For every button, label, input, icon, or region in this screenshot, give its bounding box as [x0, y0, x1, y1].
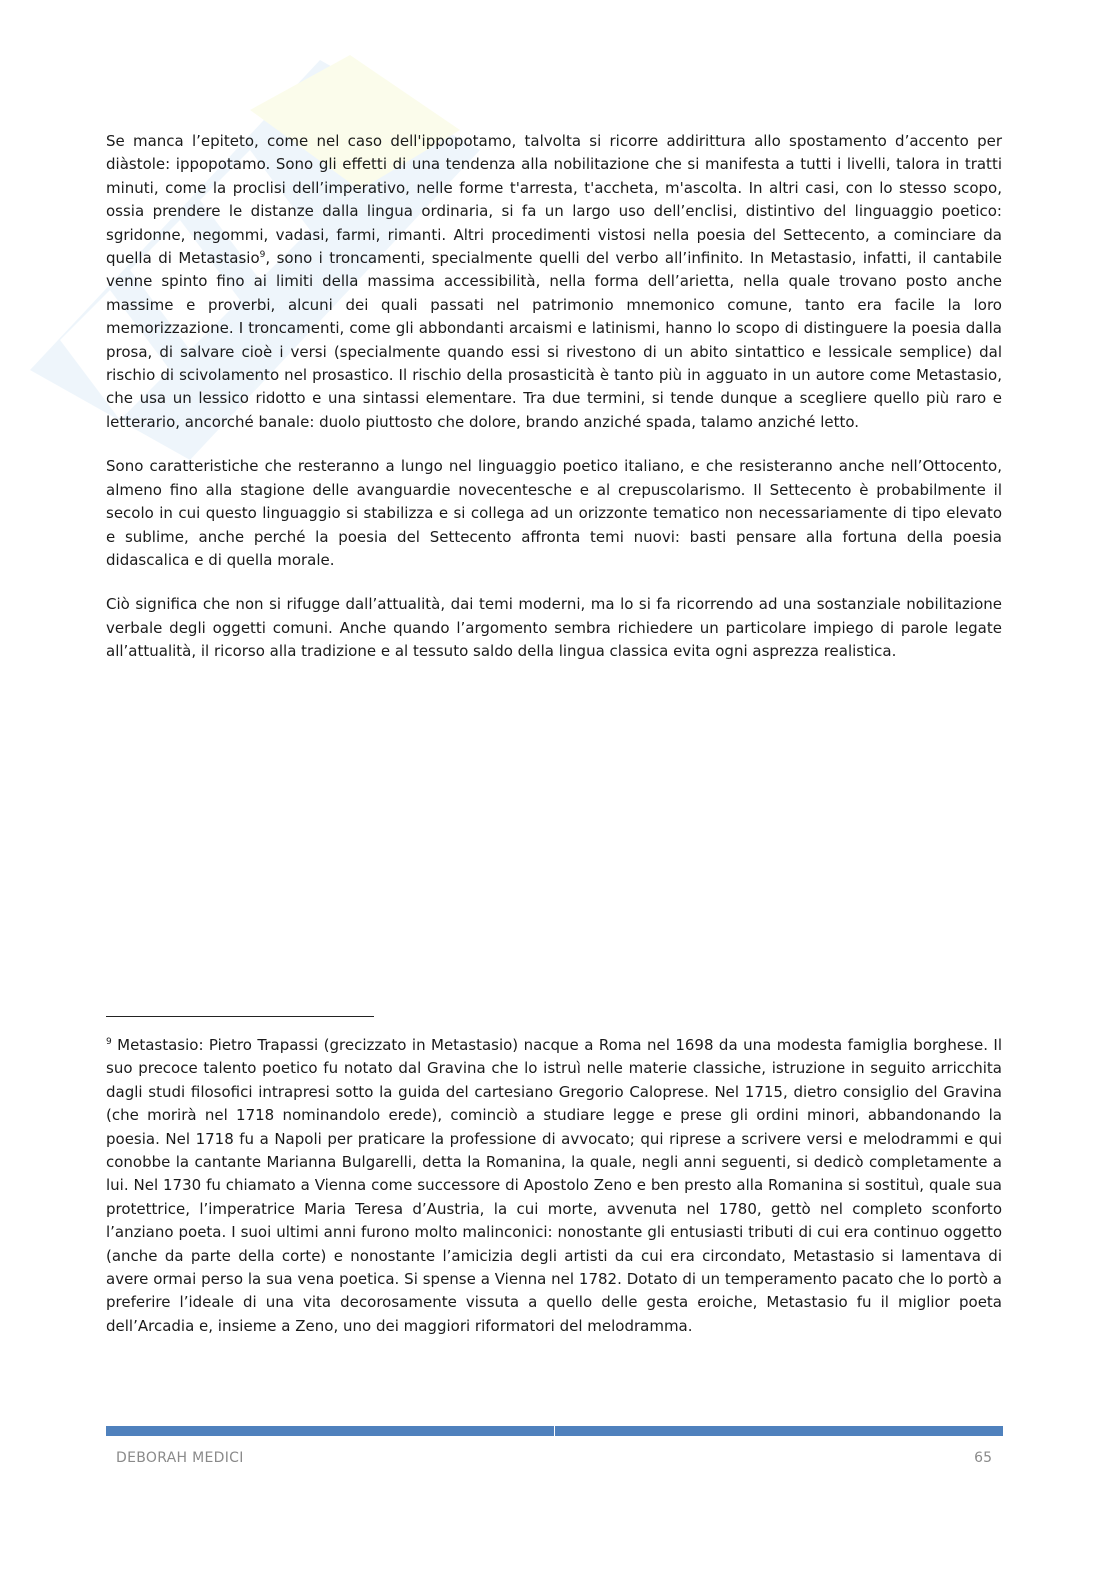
document-body [106, 130, 1002, 685]
paragraph-1 [106, 130, 1002, 434]
paragraph-1-text-b: , sono i troncamenti, specialmente quelli del verbo all’infinito. In Metastasio, infatti, il cantabile venne spinto fino ai limiti della massima accessibilità, nella forma dell’arietta, nella quale trovano posto anche massime e proverbi, alcuni dei quali passati nel patrimonio mnemonico comune, tanto era facile la loro memorizzazione. I troncamenti, come gli abbondanti arcaismi e latinismi, hanno lo scopo di distinguere la poesia dalla prosa, di salvare cioè i versi (specialmente quando essi si rivestono di un abito sintattico e lessicale semplice) dal rischio di scivolamento nel prosastico. Il rischio della prosasticità è tanto più in agguato in un autore come Metastasio, che usa un lessico ridotto e una sintassi elementare. Tra due termini, si tende dunque a scegliere quello più raro e letterario, ancorché banale: duolo piuttosto che dolore, brando anziché spada, talamo anziché letto. [106, 249, 1002, 431]
footer-bar [106, 1426, 1003, 1436]
page-number: 65 [974, 1450, 992, 1466]
footnote-separator [106, 1016, 374, 1017]
paragraph-1-text-a: Se manca l’epiteto, come nel caso dell'ippopotamo, talvolta si ricorre addirittura allo spostamento d’accento per diàstole: ippopotamo. Sono gli effetti di una tendenza alla nobilitazione che si manifesta a tutti i livelli, talora in tratti minuti, come la proclisi dell’imperativo, nelle forme t'arresta, t'accheta, m'ascolta. In altri casi, con lo stesso scopo, ossia prendere le distanze dalla lingua ordinaria, si fa un largo uso dell’enclisi, distintivo del linguaggio poetico: sgridonne, negommi, vadasi, farmi, rimanti. Altri procedimenti vistosi nella poesia del Settecento, a cominciare da quella di Metastasio [106, 132, 1002, 268]
footer-bar-right [555, 1426, 1003, 1436]
paragraph-3: Ciò significa che non si rifugge dall’attualità, dai temi moderni, ma lo si fa ricorrendo ad una sostanziale nobilitazione verbale degli oggetti comuni. Anche quando l’argomento sembra richiedere un particolare impiego di parole legate all’attualità, il ricorso alla tradizione e al tessuto saldo della lingua classica evita ogni asprezza realistica. [106, 595, 1002, 661]
footnote-reference-9[interactable]: 9 [259, 250, 266, 261]
footer-bar-left [106, 1426, 554, 1436]
footer-author: DEBORAH MEDICI [116, 1450, 244, 1466]
footnote-text: Metastasio: Pietro Trapassi (grecizzato in Metastasio) nacque a Roma nel 1698 da una modesta famiglia borghese. Il suo precoce talento poetico fu notato dal Gravina che lo istruì nelle materie classiche, istruzione in seguito arricchita dagli studi filosofici intrapresi sotto la guida del cartesiano Gregorio Caloprese. Nel 1715, dietro consiglio del Gravina (che morirà nel 1718 nominandolo erede), cominciò a studiare legge e prese gli ordini minori, abbandonando la poesia. Nel 1718 fu a Napoli per praticare la professione di avvocato; qui riprese a scrivere versi e melodrammi e qui conobbe la cantante Marianna Bulgarelli, detta la Romanina, la quale, negli anni seguenti, si dedicò completamente a lui. Nel 1730 fu chiamato a Vienna come successore di Apostolo Zeno e ben presto alla Romanina si sostituì, quale sua protettrice, l’imperatrice Maria Teresa d’Austria, la cui morte, avvenuta nel 1780, gettò nel completo sconforto l’anziano poeta. I suoi ultimi anni furono molto malinconici: nonostante gli entusiasti tributi di cui era continuo oggetto (anche da parte della corte) e nonostante l’amicizia degli artisti da cui era circondato, Metastasio si lamentava di avere ormai perso la sua vena poetica. Si spense a Vienna nel 1782. Dotato di un temperamento pacato che lo portò a preferire l’ideale di una vita decorosamente vissuta a quello delle gesta eroiche, Metastasio fu il miglior poeta dell’Arcadia e, insieme a Zeno, uno dei maggiori riformatori del melodramma. [106, 1036, 1002, 1335]
footnote-9 [106, 1034, 1002, 1338]
footnote-marker: 9 [106, 1037, 112, 1047]
paragraph-2: Sono caratteristiche che resteranno a lungo nel linguaggio poetico italiano, e che resisteranno anche nell’Ottocento, almeno fino alla stagione delle avanguardie novecentesche e al crepuscolarismo. Il Settecento è probabilmente il secolo in cui questo linguaggio si stabilizza e si collega ad un orizzonte tematico non necessariamente di tipo elevato e sublime, anche perché la poesia del Settecento affronta temi nuovi: basti pensare alla fortuna della poesia didascalica e di quella morale. [106, 457, 1002, 569]
